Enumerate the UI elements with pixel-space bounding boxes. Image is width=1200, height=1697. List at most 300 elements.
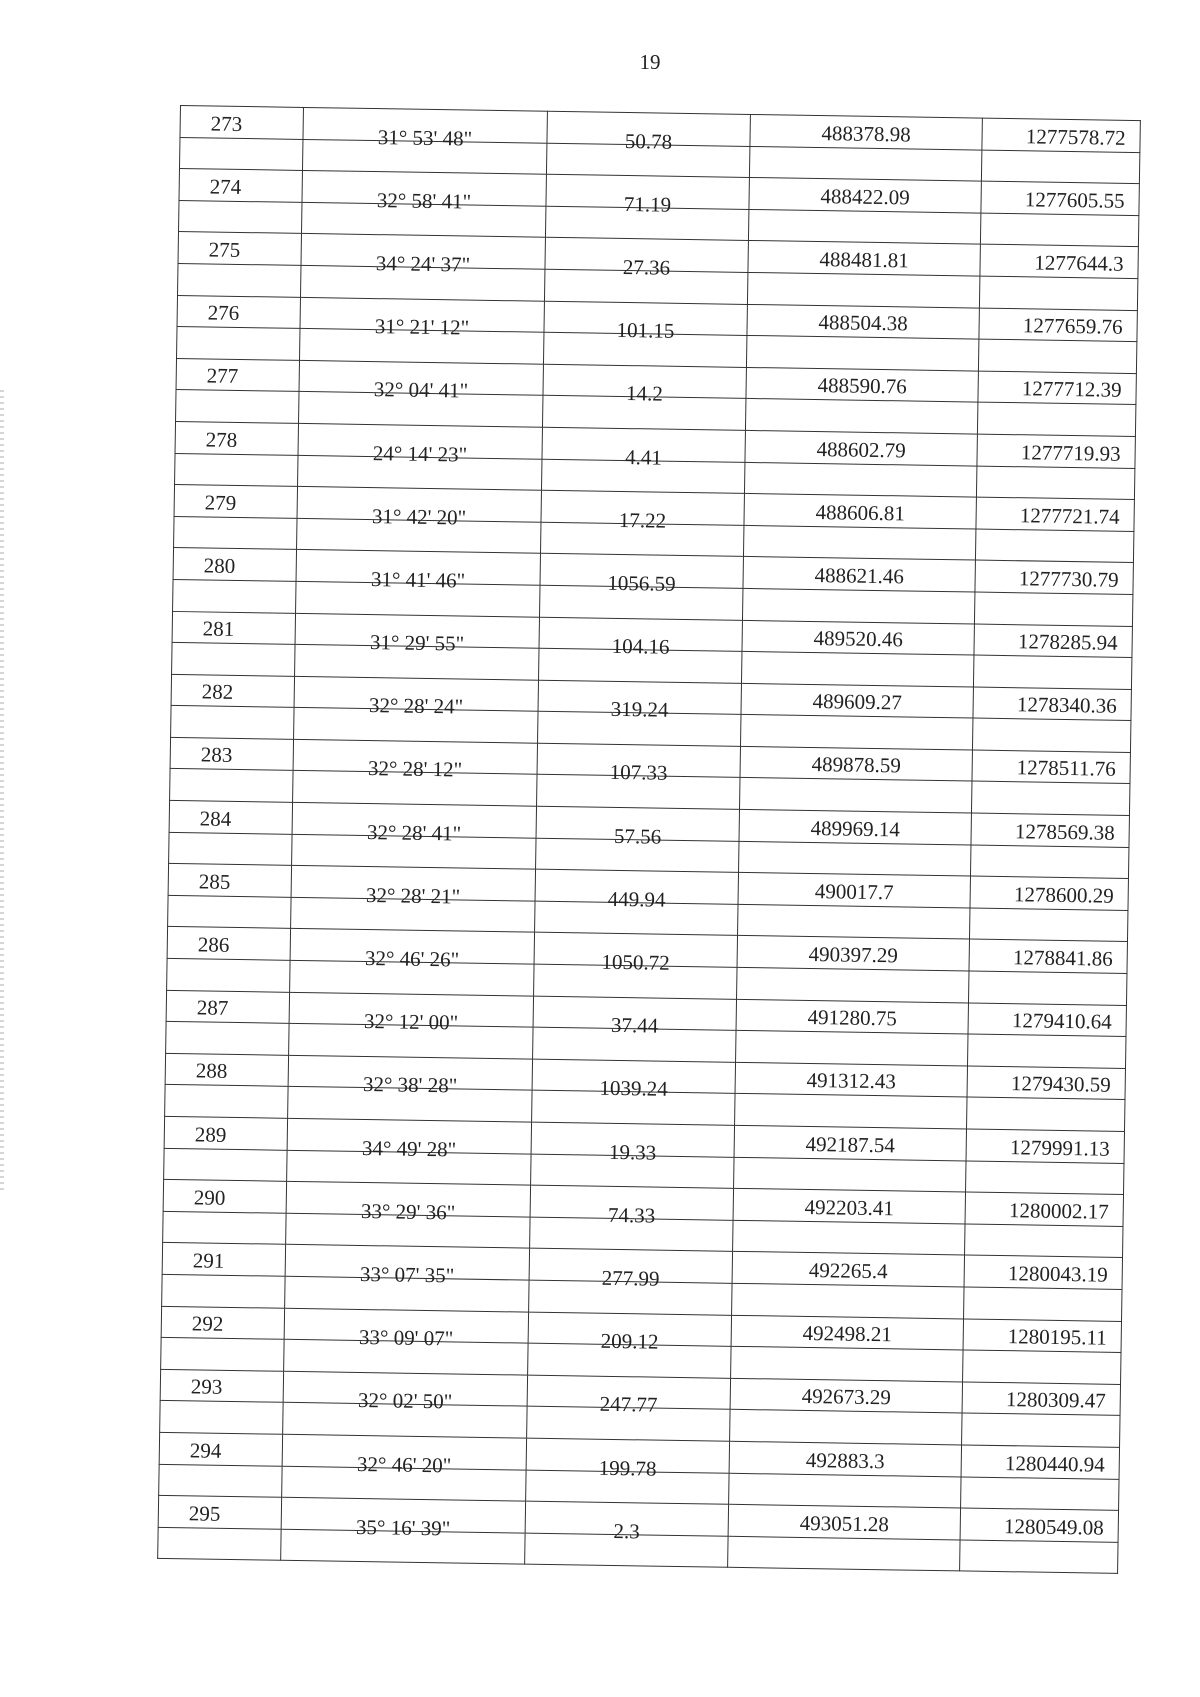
bearing-angle-text: 32° 02' 50" xyxy=(357,1388,453,1414)
bearing-angle-text: 34° 49' 28" xyxy=(361,1135,457,1162)
y-coordinate-text: 1278569.38 xyxy=(1014,818,1115,845)
x-coordinate-text: 492265.4 xyxy=(808,1257,888,1284)
empty-cell xyxy=(962,1413,1120,1447)
bearing-angle-text: 35° 16' 39" xyxy=(355,1514,451,1541)
x-coordinate-text: 491312.43 xyxy=(806,1068,897,1094)
point-number-text: 294 xyxy=(189,1437,222,1463)
empty-cell xyxy=(747,272,979,307)
segment-length-text: 449.94 xyxy=(607,886,666,912)
x-coordinate-cell xyxy=(745,430,977,465)
point-number-cell xyxy=(171,674,294,708)
bearing-angle-text: 31° 42' 20" xyxy=(371,503,467,530)
x-coordinate-cell xyxy=(749,178,981,213)
empty-cell xyxy=(749,146,981,181)
scan-edge-artifact xyxy=(0,390,4,1190)
segment-length-cell xyxy=(530,1202,733,1252)
empty-cell xyxy=(737,967,969,1002)
empty-cell xyxy=(734,1157,966,1192)
y-coordinate-cell xyxy=(963,1319,1121,1353)
bearing-angle-cell xyxy=(295,630,539,679)
segment-length-text: 27.36 xyxy=(622,254,671,280)
empty-cell xyxy=(975,529,1133,563)
bearing-angle-text: 31° 41' 46" xyxy=(370,566,466,593)
empty-cell xyxy=(980,213,1138,247)
x-coordinate-text: 488590.76 xyxy=(817,373,907,399)
x-coordinate-cell xyxy=(738,873,970,908)
y-coordinate-cell xyxy=(974,624,1132,658)
empty-cell xyxy=(179,200,302,234)
bearing-angle-cell xyxy=(300,314,544,364)
segment-length-cell xyxy=(536,823,739,873)
bearing-angle-text: 33° 09' 07" xyxy=(358,1325,454,1351)
point-number-text: 292 xyxy=(191,1311,224,1336)
point-number-cell xyxy=(161,1306,284,1340)
point-number-text: 293 xyxy=(190,1374,223,1400)
point-number-text: 277 xyxy=(206,363,239,389)
empty-cell xyxy=(735,1094,967,1129)
x-coordinate-cell xyxy=(729,1441,961,1476)
y-coordinate-text: 1280549.08 xyxy=(1003,1513,1104,1540)
segment-length-cell xyxy=(537,760,740,810)
point-number-text: 285 xyxy=(198,869,231,894)
bearing-angle-text: 32° 28' 21" xyxy=(365,882,461,909)
x-coordinate-cell xyxy=(746,367,978,402)
bearing-angle-cell xyxy=(284,1325,528,1374)
segment-length-text: 74.33 xyxy=(607,1202,656,1228)
segment-length-text: 19.33 xyxy=(608,1139,657,1165)
x-coordinate-text: 488621.46 xyxy=(814,562,904,589)
point-number-text: 289 xyxy=(194,1121,227,1147)
bearing-angle-text: 32° 38' 28" xyxy=(362,1072,458,1098)
bearing-angle-cell xyxy=(282,1451,526,1501)
segment-length-text: 37.44 xyxy=(610,1013,659,1038)
segment-length-cell xyxy=(535,886,738,936)
bearing-angle-cell xyxy=(299,377,543,427)
segment-length-cell xyxy=(527,1392,730,1441)
bearing-angle-cell xyxy=(302,124,546,174)
bearing-angle-text: 31° 29' 55" xyxy=(369,630,465,656)
y-coordinate-text: 1278511.76 xyxy=(1016,755,1116,782)
bearing-angle-cell xyxy=(296,566,540,616)
point-number-cell xyxy=(180,106,303,140)
point-number-text: 288 xyxy=(195,1058,228,1084)
empty-cell xyxy=(748,209,980,244)
empty-cell xyxy=(977,402,1135,436)
empty-cell xyxy=(168,895,291,929)
point-number-cell xyxy=(178,232,301,266)
bearing-angle-cell xyxy=(287,1135,531,1185)
empty-cell xyxy=(170,769,293,803)
empty-cell xyxy=(746,336,978,371)
bearing-angle-cell xyxy=(301,187,545,237)
point-number-text: 281 xyxy=(202,616,235,642)
empty-cell xyxy=(165,1085,288,1119)
y-coordinate-text: 1278841.86 xyxy=(1012,945,1113,971)
y-coordinate-text: 1280195.11 xyxy=(1007,1324,1107,1350)
segment-length-text: 104.16 xyxy=(611,633,670,659)
empty-cell xyxy=(739,841,971,876)
empty-cell xyxy=(166,1022,289,1056)
y-coordinate-text: 1280440.94 xyxy=(1004,1450,1105,1477)
empty-cell xyxy=(971,781,1129,815)
empty-cell xyxy=(171,706,294,740)
empty-cell xyxy=(173,579,296,613)
x-coordinate-cell xyxy=(740,746,972,781)
empty-cell xyxy=(742,588,974,623)
segment-length-text: 71.19 xyxy=(623,191,672,217)
segment-length-text: 17.22 xyxy=(618,507,667,533)
point-number-cell xyxy=(177,295,300,329)
x-coordinate-cell xyxy=(748,241,980,276)
y-coordinate-cell xyxy=(981,181,1139,215)
point-number-text: 275 xyxy=(208,237,241,262)
x-coordinate-cell xyxy=(742,620,974,655)
segment-length-cell xyxy=(543,318,746,367)
segment-length-text: 319.24 xyxy=(610,697,669,723)
x-coordinate-text: 488378.98 xyxy=(821,120,911,147)
bearing-angle-cell xyxy=(290,946,534,995)
bearing-angle-text: 32° 28' 12" xyxy=(367,756,463,782)
y-coordinate-cell xyxy=(982,118,1140,152)
y-coordinate-cell xyxy=(977,434,1135,468)
bearing-angle-text: 24° 14' 23" xyxy=(372,440,468,467)
point-number-text: 280 xyxy=(203,553,236,578)
y-coordinate-cell xyxy=(969,939,1127,973)
x-coordinate-cell xyxy=(750,114,982,149)
x-coordinate-text: 490397.29 xyxy=(808,942,899,968)
x-coordinate-cell xyxy=(734,1125,966,1160)
segment-length-text: 247.77 xyxy=(599,1392,658,1418)
point-number-cell xyxy=(176,358,299,392)
bearing-angle-text: 34° 24' 37" xyxy=(375,251,471,277)
empty-cell xyxy=(736,1031,968,1066)
y-coordinate-cell xyxy=(966,1129,1124,1163)
segment-length-text: 107.33 xyxy=(609,760,668,786)
x-coordinate-cell xyxy=(747,304,979,339)
empty-cell xyxy=(167,958,290,992)
x-coordinate-text: 491280.75 xyxy=(807,1005,898,1031)
bearing-angle-cell xyxy=(289,1009,533,1059)
point-number-text: 279 xyxy=(204,490,237,515)
empty-cell xyxy=(177,327,300,361)
empty-cell xyxy=(160,1401,283,1435)
y-coordinate-text: 1277719.93 xyxy=(1020,439,1121,466)
point-number-text: 283 xyxy=(200,742,233,768)
bearing-angle-text: 32° 28' 41" xyxy=(366,819,462,846)
y-coordinate-cell xyxy=(968,1003,1126,1037)
segment-length-cell xyxy=(539,633,742,683)
segment-length-text: 209.12 xyxy=(600,1328,659,1354)
y-coordinate-cell xyxy=(976,497,1134,531)
x-coordinate-cell xyxy=(736,999,968,1034)
y-coordinate-text: 1277605.55 xyxy=(1024,187,1125,213)
x-coordinate-text: 489878.59 xyxy=(811,752,902,778)
point-number-cell xyxy=(165,1053,288,1087)
empty-cell xyxy=(179,137,302,171)
bearing-angle-cell xyxy=(288,1072,532,1122)
y-coordinate-cell xyxy=(964,1255,1122,1289)
empty-cell xyxy=(159,1464,282,1498)
empty-cell xyxy=(960,1540,1118,1574)
empty-cell xyxy=(963,1350,1121,1384)
bearing-angle-cell xyxy=(291,882,535,932)
point-number-cell xyxy=(166,990,289,1024)
empty-cell xyxy=(162,1274,285,1308)
empty-cell xyxy=(728,1536,960,1571)
point-number-text: 274 xyxy=(209,174,242,199)
empty-cell xyxy=(972,718,1130,752)
point-number-cell xyxy=(173,548,296,582)
segment-length-cell xyxy=(525,1518,728,1568)
segment-length-cell xyxy=(538,697,741,746)
empty-cell xyxy=(745,399,977,434)
y-coordinate-cell xyxy=(961,1445,1119,1479)
empty-cell xyxy=(731,1346,963,1381)
segment-length-text: 50.78 xyxy=(624,128,673,154)
x-coordinate-cell xyxy=(741,683,973,718)
y-coordinate-cell xyxy=(962,1382,1120,1416)
empty-cell xyxy=(968,1034,1126,1068)
point-number-text: 282 xyxy=(201,679,234,705)
y-coordinate-cell xyxy=(975,560,1133,594)
y-coordinate-text: 1280309.47 xyxy=(1005,1387,1106,1414)
segment-length-text: 1056.59 xyxy=(607,570,676,596)
x-coordinate-text: 488422.09 xyxy=(820,183,910,210)
coordinate-table xyxy=(157,105,1141,1574)
segment-length-cell xyxy=(532,1076,735,1126)
y-coordinate-cell xyxy=(972,750,1130,784)
empty-cell xyxy=(164,1148,287,1182)
x-coordinate-text: 492673.29 xyxy=(801,1384,892,1410)
y-coordinate-cell xyxy=(970,876,1128,910)
x-coordinate-text: 493051.28 xyxy=(799,1510,890,1537)
y-coordinate-cell xyxy=(978,371,1136,405)
empty-cell xyxy=(978,339,1136,373)
empty-cell xyxy=(161,1338,284,1372)
empty-cell xyxy=(169,832,292,866)
x-coordinate-text: 488606.81 xyxy=(815,499,905,526)
segment-length-cell xyxy=(546,128,749,178)
bearing-angle-cell xyxy=(294,693,538,743)
bearing-angle-text: 32° 46' 26" xyxy=(364,946,460,972)
x-coordinate-cell xyxy=(735,1062,967,1097)
x-coordinate-cell xyxy=(730,1378,962,1413)
segment-length-cell xyxy=(529,1265,732,1315)
y-coordinate-text: 1277659.76 xyxy=(1022,313,1123,339)
segment-length-text: 1039.24 xyxy=(599,1076,668,1102)
segment-length-cell xyxy=(542,381,745,431)
segment-length-text: 1050.72 xyxy=(601,949,670,975)
point-number-cell xyxy=(162,1243,285,1277)
point-number-cell xyxy=(167,927,290,961)
y-coordinate-text: 1277644.3 xyxy=(1034,250,1124,276)
point-number-text: 278 xyxy=(205,426,238,452)
empty-cell xyxy=(967,1097,1125,1131)
empty-cell xyxy=(743,525,975,560)
bearing-angle-cell xyxy=(298,440,542,490)
x-coordinate-text: 489520.46 xyxy=(813,626,904,652)
point-number-cell xyxy=(158,1495,281,1529)
y-coordinate-text: 1279430.59 xyxy=(1010,1071,1111,1098)
empty-cell xyxy=(733,1220,965,1255)
empty-cell xyxy=(163,1211,286,1245)
point-number-cell xyxy=(179,169,302,203)
coordinate-table-container xyxy=(157,105,1160,1575)
point-number-text: 287 xyxy=(196,995,229,1021)
empty-cell xyxy=(178,263,301,297)
x-coordinate-text: 492203.41 xyxy=(804,1194,895,1221)
empty-cell xyxy=(174,516,297,550)
x-coordinate-text: 492187.54 xyxy=(805,1131,896,1157)
y-coordinate-cell xyxy=(960,1508,1118,1542)
empty-cell xyxy=(981,150,1139,184)
empty-cell xyxy=(965,1224,1123,1258)
point-number-cell xyxy=(170,737,293,771)
point-number-cell xyxy=(172,611,295,645)
x-coordinate-cell xyxy=(739,809,971,844)
point-number-text: 276 xyxy=(207,300,240,326)
point-number-cell xyxy=(169,800,292,834)
y-coordinate-text: 1278600.29 xyxy=(1013,882,1114,908)
y-coordinate-text: 1279410.64 xyxy=(1011,1008,1112,1034)
y-coordinate-cell xyxy=(971,813,1129,847)
segment-length-cell xyxy=(540,507,743,557)
bearing-angle-text: 33° 29' 36" xyxy=(360,1198,456,1225)
point-number-cell xyxy=(175,421,298,455)
bearing-angle-cell xyxy=(300,251,544,300)
empty-cell xyxy=(744,462,976,497)
point-number-text: 273 xyxy=(210,111,243,136)
bearing-angle-text: 31° 53' 48" xyxy=(377,124,473,151)
empty-cell xyxy=(969,908,1127,942)
y-coordinate-cell xyxy=(965,1192,1123,1226)
x-coordinate-cell xyxy=(728,1504,960,1539)
x-coordinate-cell xyxy=(743,557,975,592)
y-coordinate-cell xyxy=(967,1066,1125,1100)
segment-length-text: 277.99 xyxy=(601,1265,660,1291)
empty-cell xyxy=(976,466,1134,500)
bearing-angle-cell xyxy=(283,1388,527,1438)
y-coordinate-text: 1277712.39 xyxy=(1021,376,1122,403)
point-number-cell xyxy=(160,1369,283,1403)
segment-length-text: 199.78 xyxy=(598,1455,657,1481)
bearing-angle-text: 31° 21' 12" xyxy=(374,314,470,340)
empty-cell xyxy=(730,1410,962,1445)
segment-length-cell xyxy=(540,570,743,620)
empty-cell xyxy=(176,390,299,424)
x-coordinate-cell xyxy=(737,936,969,971)
empty-cell xyxy=(966,1161,1124,1195)
y-coordinate-text: 1278340.36 xyxy=(1016,692,1117,719)
empty-cell xyxy=(974,592,1132,626)
empty-cell xyxy=(158,1527,281,1561)
empty-cell xyxy=(175,453,298,487)
coordinate-table-body xyxy=(158,106,1141,1574)
segment-length-cell xyxy=(541,444,744,494)
y-coordinate-text: 1279991.13 xyxy=(1009,1134,1110,1161)
x-coordinate-text: 488602.79 xyxy=(816,436,906,462)
point-number-cell xyxy=(168,864,291,898)
segment-length-cell xyxy=(545,191,748,241)
y-coordinate-text: 1277721.74 xyxy=(1019,502,1120,529)
segment-length-cell xyxy=(534,949,737,999)
point-number-cell xyxy=(163,1180,286,1214)
point-number-text: 286 xyxy=(197,932,230,957)
x-coordinate-text: 489969.14 xyxy=(810,815,901,842)
segment-length-cell xyxy=(526,1455,729,1505)
x-coordinate-text: 488481.81 xyxy=(819,247,909,273)
empty-cell xyxy=(968,971,1126,1005)
point-number-text: 295 xyxy=(188,1501,221,1526)
empty-cell xyxy=(740,715,972,750)
y-coordinate-text: 1280043.19 xyxy=(1007,1261,1108,1287)
empty-cell xyxy=(961,1476,1119,1510)
point-number-text: 291 xyxy=(192,1248,225,1273)
bearing-angle-text: 32° 58' 41" xyxy=(376,187,472,214)
bearing-angle-cell xyxy=(281,1514,525,1564)
x-coordinate-cell xyxy=(731,1315,963,1350)
x-coordinate-cell xyxy=(744,494,976,529)
y-coordinate-cell xyxy=(973,687,1131,721)
page-number: 19 xyxy=(639,50,661,74)
y-coordinate-text: 1277578.72 xyxy=(1025,123,1126,150)
bearing-angle-text: 32° 28' 24" xyxy=(368,693,464,719)
segment-length-text: 57.56 xyxy=(613,823,662,849)
y-coordinate-text: 1280002.17 xyxy=(1008,1197,1109,1224)
y-coordinate-text: 1277730.79 xyxy=(1018,566,1119,592)
segment-length-text: 2.3 xyxy=(613,1518,640,1544)
y-coordinate-cell xyxy=(979,308,1137,342)
bearing-angle-cell xyxy=(292,819,536,869)
bearing-angle-text: 32° 04' 41" xyxy=(373,377,469,403)
x-coordinate-text: 490017.7 xyxy=(814,878,894,905)
y-coordinate-text: 1278285.94 xyxy=(1017,629,1118,655)
empty-cell xyxy=(970,845,1128,879)
empty-cell xyxy=(738,904,970,939)
segment-length-cell xyxy=(533,1013,736,1062)
point-number-text: 284 xyxy=(199,806,232,831)
empty-cell xyxy=(740,778,972,813)
empty-cell xyxy=(172,643,295,677)
empty-cell xyxy=(741,651,973,686)
x-coordinate-cell xyxy=(733,1189,965,1224)
bearing-angle-cell xyxy=(285,1261,529,1311)
empty-cell xyxy=(979,276,1137,310)
segment-length-text: 4.41 xyxy=(624,444,663,470)
x-coordinate-text: 492498.21 xyxy=(802,1321,893,1347)
segment-length-cell xyxy=(531,1139,734,1189)
point-number-text: 290 xyxy=(193,1185,226,1210)
x-coordinate-cell xyxy=(732,1252,964,1287)
empty-cell xyxy=(973,655,1131,689)
bearing-angle-cell xyxy=(293,756,537,806)
empty-cell xyxy=(964,1287,1122,1321)
bearing-angle-cell xyxy=(286,1198,530,1248)
segment-length-text: 101.15 xyxy=(616,318,675,343)
segment-length-text: 14.2 xyxy=(625,381,664,406)
y-coordinate-cell xyxy=(980,244,1138,278)
empty-cell xyxy=(732,1283,964,1318)
segment-length-cell xyxy=(544,254,747,304)
bearing-angle-text: 32° 46' 20" xyxy=(356,1451,452,1477)
bearing-angle-text: 32° 12' 00" xyxy=(363,1009,459,1035)
x-coordinate-text: 489609.27 xyxy=(812,689,903,715)
point-number-cell xyxy=(164,1116,287,1150)
empty-cell xyxy=(729,1473,961,1508)
x-coordinate-text: 492883.3 xyxy=(805,1447,885,1473)
segment-length-cell xyxy=(528,1328,731,1378)
bearing-angle-text: 33° 07' 35" xyxy=(359,1261,455,1288)
